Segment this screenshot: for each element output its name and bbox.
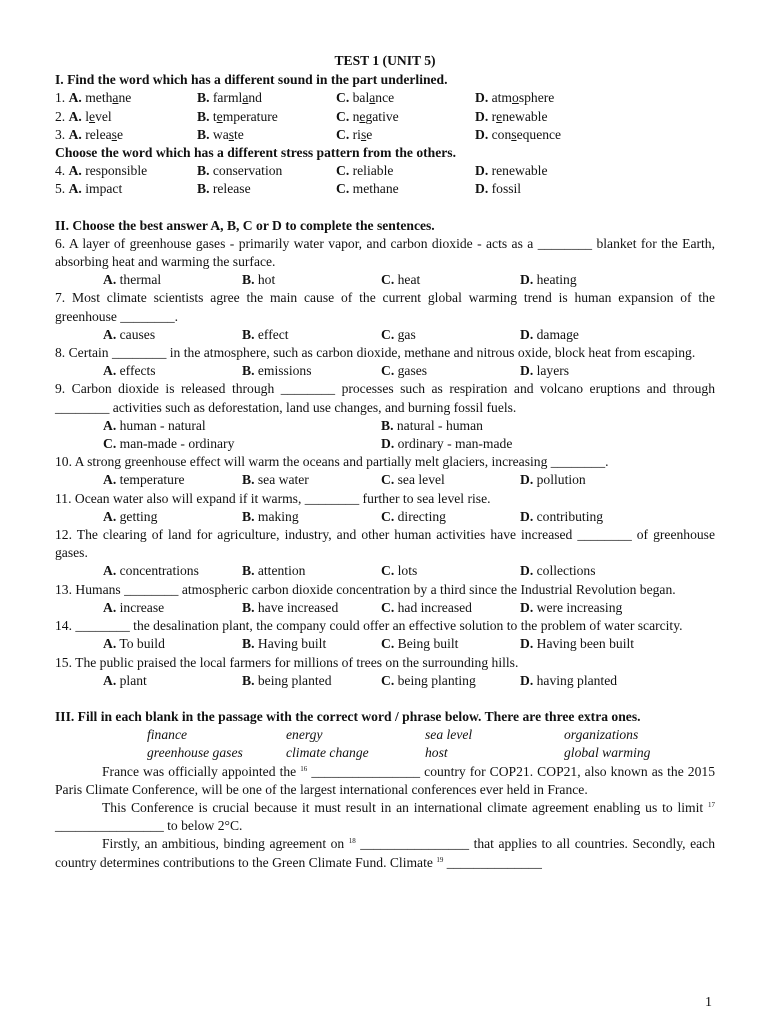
option-letter: B.: [242, 672, 255, 688]
option-a: [55, 89, 197, 107]
option-c: [381, 326, 520, 344]
answer-options: [55, 417, 715, 435]
option-d: [475, 180, 595, 198]
option-letter: B.: [242, 636, 255, 652]
option-c: [336, 126, 475, 144]
blank-number: 18: [348, 837, 356, 846]
word-bank-item: climate change: [286, 745, 369, 761]
word-bank-row-2: [55, 744, 715, 762]
option-c: [381, 672, 520, 690]
option-d: [475, 108, 595, 126]
option-a: [103, 672, 242, 690]
option-letter: D.: [381, 436, 395, 452]
option-text: sea level: [397, 472, 445, 488]
word-part: bal: [352, 90, 370, 106]
section1-heading: I. Find the word which has a different sound in the part underlined.: [55, 72, 448, 88]
question-text: 7. Most climate scientists agree the main cause of the current global warming trend is human expansion of the greenhouse ________.: [55, 290, 715, 324]
option-letter: C.: [381, 672, 395, 688]
option-text: Having built: [257, 636, 327, 652]
question-text: 15. The public praised the local farmers for millions of trees on the surrounding hills.: [55, 654, 519, 670]
question-number: 1.: [55, 90, 66, 106]
option-letter: C.: [381, 472, 395, 488]
option-letter: A.: [68, 90, 82, 106]
option-text: concentrations: [119, 563, 199, 579]
option-c: [336, 108, 475, 126]
option-letter: B.: [197, 181, 210, 197]
option-letter: A.: [103, 272, 117, 288]
word-bank-item: global warming: [564, 745, 651, 761]
option-letter: A.: [103, 508, 117, 524]
option-text: natural - human: [396, 417, 483, 433]
option-a: [103, 508, 242, 526]
option-text: being planted: [257, 672, 332, 688]
option-text: conservation: [212, 163, 283, 179]
option-text: fossil: [491, 181, 522, 197]
option-text: gas: [397, 326, 416, 342]
option-b: [242, 508, 381, 526]
answer-options: [55, 599, 715, 617]
option-c: [336, 162, 475, 180]
answer-options: [55, 562, 715, 580]
word-part: n: [352, 108, 360, 124]
option-text: being planting: [397, 672, 476, 688]
section2-heading: II. Choose the best answer A, B, C or D to complete the sentences.: [55, 217, 435, 233]
option-letter: D.: [520, 272, 534, 288]
option-c: [381, 599, 520, 617]
answer-options: [55, 508, 715, 526]
option-letter: B.: [242, 472, 255, 488]
passage-text: Firstly, an ambitious, binding agreement on: [102, 836, 349, 852]
answer-options: [55, 471, 715, 489]
pronunciation-row: [55, 126, 715, 144]
option-letter: A.: [103, 599, 117, 615]
stress-questions: [55, 162, 715, 198]
answer-options: [55, 271, 715, 289]
word-bank-item: host: [425, 745, 448, 761]
option-c: [381, 471, 520, 489]
word-part: farml: [212, 90, 243, 106]
question-number: 2.: [55, 108, 66, 124]
option-d: [520, 599, 659, 617]
word-part: t: [212, 108, 217, 124]
option-letter: C.: [336, 108, 350, 124]
option-letter: D.: [520, 363, 534, 379]
option-text: impact: [85, 181, 123, 197]
option-text: pollution: [536, 472, 586, 488]
underlined-part: e: [216, 108, 223, 124]
word-part: ne: [118, 90, 132, 106]
question-text: 10. A strong greenhouse effect will warm the oceans and partially melt glaciers, increasing ________.: [55, 454, 609, 470]
option-letter: D.: [520, 326, 534, 342]
option-text: Having been built: [536, 636, 635, 652]
option-letter: B.: [381, 417, 394, 433]
option-letter: D.: [520, 636, 534, 652]
option-text: human - natural: [119, 417, 206, 433]
option-letter: D.: [475, 90, 489, 106]
question-text: 14. ________ the desalination plant, the company could offer an effective solution to the problem of water scarcity.: [55, 618, 683, 634]
word-part: nce: [375, 90, 395, 106]
option-a: [103, 362, 242, 380]
passage-paragraph-1: [55, 763, 715, 799]
answer-options: [55, 362, 715, 380]
option-letter: C.: [381, 563, 395, 579]
option-letter: D.: [520, 472, 534, 488]
option-letter: D.: [475, 126, 489, 142]
answer-options: [55, 635, 715, 653]
answer-options: [55, 672, 715, 690]
option-text: were increasing: [536, 599, 623, 615]
option-text: had increased: [397, 599, 472, 615]
option-text: having planted: [536, 672, 618, 688]
option-b: [197, 89, 336, 107]
answer-options: [55, 326, 715, 344]
option-text: contributing: [536, 508, 604, 524]
option-b: [381, 417, 659, 435]
word-bank-item: energy: [286, 727, 323, 743]
option-letter: C.: [381, 326, 395, 342]
word-part: l: [85, 108, 90, 124]
option-letter: C.: [381, 508, 395, 524]
option-letter: D.: [520, 563, 534, 579]
option-letter: B.: [242, 508, 255, 524]
question-text: 9. Carbon dioxide is released through ________ processes such as respiration and volcano eruptions and through ________ activities such as deforestation, land use changes, and burning fossil fuels.: [55, 381, 715, 415]
question-number: 5.: [55, 181, 66, 197]
option-c: [336, 89, 475, 107]
question-text: 13. Humans ________ atmospheric carbon dioxide concentration by a third since the Industrial Revolution began.: [55, 581, 676, 597]
option-b: [242, 599, 381, 617]
option-c: [336, 180, 475, 198]
pronunciation-row: [55, 89, 715, 107]
option-letter: B.: [242, 563, 255, 579]
option-text: ordinary - man-made: [397, 436, 513, 452]
option-text: gases: [397, 363, 428, 379]
option-c: [103, 435, 381, 453]
option-text: directing: [397, 508, 446, 524]
underlined-part: a: [242, 90, 249, 106]
option-d: [520, 672, 659, 690]
question-text: 12. The clearing of land for agriculture, industry, and other human activities have increased ________ of greenhouse gases.: [55, 527, 715, 561]
option-text: emissions: [257, 363, 312, 379]
option-text: responsible: [85, 163, 148, 179]
underlined-part: a: [112, 90, 119, 106]
word-part: e: [366, 126, 373, 142]
option-b: [242, 562, 381, 580]
option-a: [103, 635, 242, 653]
option-letter: A.: [103, 363, 117, 379]
word-bank-item: greenhouse gases: [147, 745, 243, 761]
option-letter: B.: [197, 126, 210, 142]
option-letter: C.: [336, 181, 350, 197]
blank-number: 16: [300, 764, 308, 773]
question-text: 11. Ocean water also will expand if it warms, ________ further to sea level rise.: [55, 490, 491, 506]
option-letter: C.: [336, 90, 350, 106]
option-letter: B.: [242, 363, 255, 379]
pronunciation-questions: [55, 89, 715, 144]
option-a: [55, 162, 197, 180]
option-d: [520, 508, 659, 526]
option-d: [520, 271, 659, 289]
underlined-part: s: [360, 126, 367, 142]
passage-paragraph-3: [55, 835, 715, 871]
question-number: 3.: [55, 126, 66, 142]
option-text: heating: [536, 272, 577, 288]
option-letter: D.: [520, 672, 534, 688]
option-letter: A.: [68, 126, 82, 142]
option-letter: D.: [475, 108, 489, 124]
option-letter: D.: [520, 508, 534, 524]
option-letter: A.: [103, 326, 117, 342]
word-bank-item: organizations: [564, 727, 639, 743]
option-letter: C.: [381, 636, 395, 652]
passage-text: ________________ that applies to all countries. Secondly, each country determines contributions to the Green Climate Fund. Climate: [55, 836, 716, 870]
passage-text: ______________: [443, 854, 542, 870]
option-letter: A.: [68, 108, 82, 124]
underlined-part: o: [512, 90, 519, 106]
word-part: sphere: [518, 90, 555, 106]
word-bank-row-1: [55, 726, 715, 744]
word-part: wa: [212, 126, 229, 142]
option-a: [103, 271, 242, 289]
blank-number: 17: [708, 800, 715, 809]
option-letter: B.: [242, 272, 255, 288]
option-letter: A.: [103, 636, 117, 652]
option-d: [520, 635, 659, 653]
option-b: [242, 635, 381, 653]
option-text: man-made - ordinary: [119, 436, 235, 452]
word-part: ri: [352, 126, 361, 142]
word-part: vel: [95, 108, 112, 124]
option-letter: A.: [103, 472, 117, 488]
option-text: have increased: [257, 599, 339, 615]
option-text: increase: [119, 599, 165, 615]
option-b: [242, 271, 381, 289]
option-c: [381, 562, 520, 580]
option-letter: B.: [197, 90, 210, 106]
option-text: heat: [397, 272, 421, 288]
option-b: [242, 471, 381, 489]
option-text: Being built: [397, 636, 459, 652]
option-letter: A.: [103, 417, 117, 433]
page-title: TEST 1 (UNIT 5): [334, 53, 436, 68]
option-text: layers: [536, 363, 570, 379]
option-text: thermal: [119, 272, 162, 288]
option-a: [103, 599, 242, 617]
option-d: [520, 562, 659, 580]
option-letter: D.: [475, 181, 489, 197]
option-text: renewable: [491, 163, 548, 179]
option-c: [381, 271, 520, 289]
option-letter: C.: [381, 363, 395, 379]
option-text: effect: [257, 326, 289, 342]
section3-heading: III. Fill in each blank in the passage with the correct word / phrase below. There are three extra ones.: [55, 708, 641, 724]
option-text: lots: [397, 563, 418, 579]
option-d: [520, 471, 659, 489]
passage-text: ________________ to below 2°C.: [55, 818, 243, 834]
blank-number: 19: [436, 855, 444, 864]
option-letter: B.: [242, 326, 255, 342]
option-text: To build: [119, 636, 165, 652]
pronunciation-row: [55, 108, 715, 126]
underlined-part: s: [228, 126, 235, 142]
option-b: [242, 362, 381, 380]
option-b: [197, 180, 336, 198]
option-text: release: [212, 181, 251, 197]
option-text: temperature: [119, 472, 185, 488]
worksheet-page: [55, 52, 715, 872]
passage-text: France was officially appointed the: [102, 763, 301, 779]
option-a: [103, 417, 381, 435]
option-b: [197, 162, 336, 180]
option-text: damage: [536, 326, 579, 342]
option-text: getting: [119, 508, 158, 524]
option-letter: C.: [381, 272, 395, 288]
question-text: 8. Certain ________ in the atmosphere, such as carbon dioxide, methane and nitrous oxide, block heat from escaping.: [55, 345, 696, 361]
page-number: 1: [705, 995, 712, 1010]
option-text: attention: [257, 563, 306, 579]
word-part: meth: [85, 90, 113, 106]
option-text: plant: [119, 672, 147, 688]
stress-heading: Choose the word which has a different stress pattern from the others.: [55, 145, 456, 161]
option-a: [55, 108, 197, 126]
option-letter: B.: [197, 108, 210, 124]
word-bank-item: sea level: [425, 727, 473, 743]
underlined-part: e: [359, 108, 366, 124]
passage-paragraph-2: [55, 799, 715, 835]
word-bank-item: finance: [147, 727, 188, 743]
option-b: [242, 672, 381, 690]
option-text: effects: [119, 363, 156, 379]
option-d: [520, 362, 659, 380]
option-b: [242, 326, 381, 344]
option-text: methane: [352, 181, 399, 197]
stress-row: [55, 180, 715, 198]
answer-options: [55, 435, 715, 453]
option-letter: D.: [475, 163, 489, 179]
underlined-part: e: [89, 108, 96, 124]
word-part: newable: [502, 108, 548, 124]
option-letter: B.: [242, 599, 255, 615]
passage-text: ________________ country for COP21. COP21, also known as the 2015 Paris Climate Conference, will be one of the largest international conferences ever held in France.: [55, 763, 715, 797]
option-b: [197, 108, 336, 126]
option-letter: D.: [520, 599, 534, 615]
underlined-part: s: [511, 126, 517, 142]
option-letter: A.: [68, 181, 82, 197]
option-letter: C.: [381, 599, 395, 615]
question-number: 4.: [55, 163, 66, 179]
option-a: [103, 562, 242, 580]
option-text: causes: [119, 326, 156, 342]
word-part: nd: [248, 90, 262, 106]
option-letter: C.: [103, 436, 117, 452]
option-b: [197, 126, 336, 144]
option-a: [55, 126, 197, 144]
word-part: equence: [516, 126, 562, 142]
word-part: mperature: [222, 108, 278, 124]
option-letter: A.: [103, 563, 117, 579]
question-text: 6. A layer of greenhouse gases - primarily water vapor, and carbon dioxide - acts as a ________ blanket for the Earth, absorbing heat and warming the surface.: [55, 235, 715, 270]
stress-row: [55, 162, 715, 180]
option-letter: C.: [336, 163, 350, 179]
option-letter: A.: [68, 163, 82, 179]
word-part: gative: [365, 108, 399, 124]
option-c: [381, 362, 520, 380]
word-part: atm: [491, 90, 513, 106]
option-letter: B.: [197, 163, 210, 179]
option-d: [381, 435, 659, 453]
word-part: r: [491, 108, 497, 124]
option-d: [475, 89, 595, 107]
option-text: making: [257, 508, 299, 524]
option-text: collections: [536, 563, 596, 579]
option-letter: C.: [336, 126, 350, 142]
option-d: [520, 326, 659, 344]
word-part: relea: [85, 126, 112, 142]
option-c: [381, 635, 520, 653]
underlined-part: s: [111, 126, 117, 142]
multiple-choice-questions: [55, 235, 715, 690]
option-text: hot: [257, 272, 276, 288]
underlined-part: e: [496, 108, 503, 124]
option-text: reliable: [352, 163, 394, 179]
option-d: [475, 126, 595, 144]
option-c: [381, 508, 520, 526]
word-part: con: [491, 126, 512, 142]
option-a: [103, 326, 242, 344]
option-d: [475, 162, 595, 180]
option-a: [55, 180, 197, 198]
word-part: te: [234, 126, 244, 142]
word-part: e: [116, 126, 123, 142]
option-letter: A.: [103, 672, 117, 688]
underlined-part: a: [369, 90, 376, 106]
option-a: [103, 471, 242, 489]
option-text: sea water: [257, 472, 309, 488]
passage-text: This Conference is crucial because it must result in an international climate agreement enabling us to limit: [102, 799, 708, 815]
